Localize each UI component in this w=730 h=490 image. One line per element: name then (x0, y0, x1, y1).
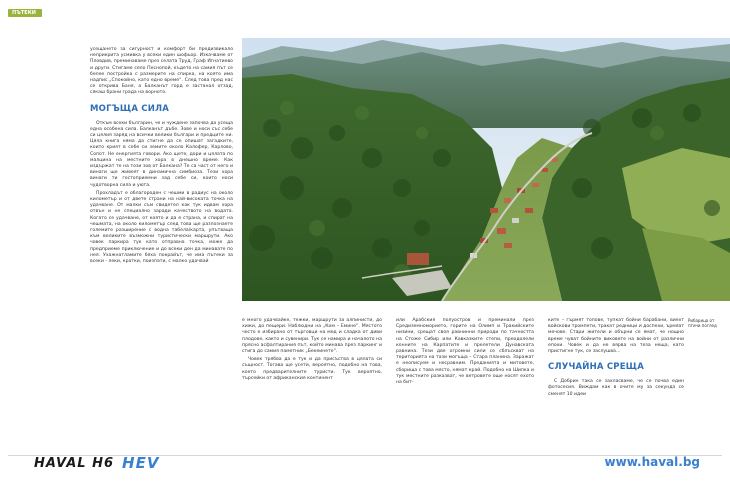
haval-h6-hev-logo (34, 455, 159, 471)
paragraph: или Арабския полуостров и преминали през Средиземноморието, горите на Олимп и Тракийските низини, срещат своя равнинни природи по тачността на Стоже Сибир или Кавказките степи, преодолели конните на Карпатите и прелетели Дунавската равнина. Тези две огромни сили се сблъскват на територията на тази могъща – Стара планина. Заражат е неописуем и несравним. Преданията и митовете, сборища с това място, нямат край. Подобно на Шипка и тук местните разказват, че ветровете още носят ехото на бит- (396, 318, 534, 386)
section-tag: ПЪТЕКИ (8, 9, 42, 17)
brand-haval: HAVAL H6 (34, 455, 115, 471)
aerial-village-photo (242, 38, 730, 301)
paragraph: ките – гърмят топове, тупкат бойни барабани, виехт войскови тромпети, тракат редници и доспехи, ърмяат мечове. Стари жители и обърни се ямат, че нощно време чуват бойните виковете на войни от различни епохи. Човек и да не вярва на теза неща, като пристигне тук, се заслушва... (548, 318, 684, 355)
website-link[interactable]: www.haval.bg (604, 455, 700, 469)
section-heading: СЛУЧАЙНА СРЕЩА (548, 362, 644, 373)
section-heading: МОГЪЩА СИЛА (90, 103, 170, 114)
article-column-1 (90, 47, 233, 267)
paragraph: Човек трябва да е тук и да присъства в цялата си същност. Тогава ще усети, вероятно, подобно на това, което предварителните туристи. Тук вероятно, търсейки от африканския континент (242, 357, 382, 381)
article-column-4 (548, 318, 684, 400)
article-column-2 (242, 318, 382, 384)
paragraph: Прохладът е облагороден с чешми в радиус на около километър и от двете страни на най-високата точка на удачване. От малки съм свидетел как тук идвам хора отвън и не специално заради качеството на водата. Когато се удачване, от която и да е страна, и спират на чешмата, на около километър след това ще разпознаете големите разширение с водна табела/карта, упътваща към великите възможни туристически маршрути. Ако човек паркира тук като отправна точка, може да предприеме приключение и до всеки ден да минавате по нея. Ухажнатламите бяха покрайът, че има пътеки за всеки - леки, кратки, поизпати, с малко удачвай (90, 190, 233, 265)
paragraph: Откъм всеки българин, че и чуждене започва да усеща една особена сила. Балканът дъбе. Зове и носи със себе си цялия заряд на всички велики българи и предците ни. Цяла книга няма да стигне да се опишат загадките, които крият в себе си земите около Калофер, Карлово, Сопот. Не енергията говори. Ако щете, дори и цялата по малцина на местните хора в днешно време. Как издържат те на този зов от Балкана? Те са част от него и винаги ще живеят в динамична симбиоза. Тези хора винаги ти гостоприемни зад себе си, които носи чудотворна сила и уюта. (90, 120, 233, 188)
photo-caption: Рибарица от птичи поглед (688, 318, 717, 328)
paragraph: е много удачвайке, тежки, маршрути за алпинисти, до хижи, до пещери. Наблюдни на „Ком – Емине“. Мястото често е избирано от търговци на мед и сладка от диви плодове, както и сувенири. Тук се намира и началото на прясно асфалтирания път, който минава през паркинг и стига до самия паметник „Бекеинете“. (242, 318, 382, 355)
paragraph: С Добрин така се захласваме, че се почва един фотосесия. Виждам как в очите му за секунда се сменят 10 идеи (548, 379, 684, 397)
paragraph: усещането за сигурност и комфорт би предизвикало неприкрита усмивка у всеки един шофьор. Изкачваме от Пловдив, преминаваме през селата Труд, Граф Игнатиево и други. Стигаме село Песнопой, където на самия път се белее постройка с размерите на спирка, на която има надпис „Спокойно, като едно време“. След това пред нас се открива Баня, а Балканът горд е застанал отзад, сякаш брани града на ворното. (90, 47, 233, 96)
brand-hev: HEV (122, 454, 160, 472)
landscape-photo (242, 38, 730, 301)
article-column-3 (396, 318, 534, 388)
